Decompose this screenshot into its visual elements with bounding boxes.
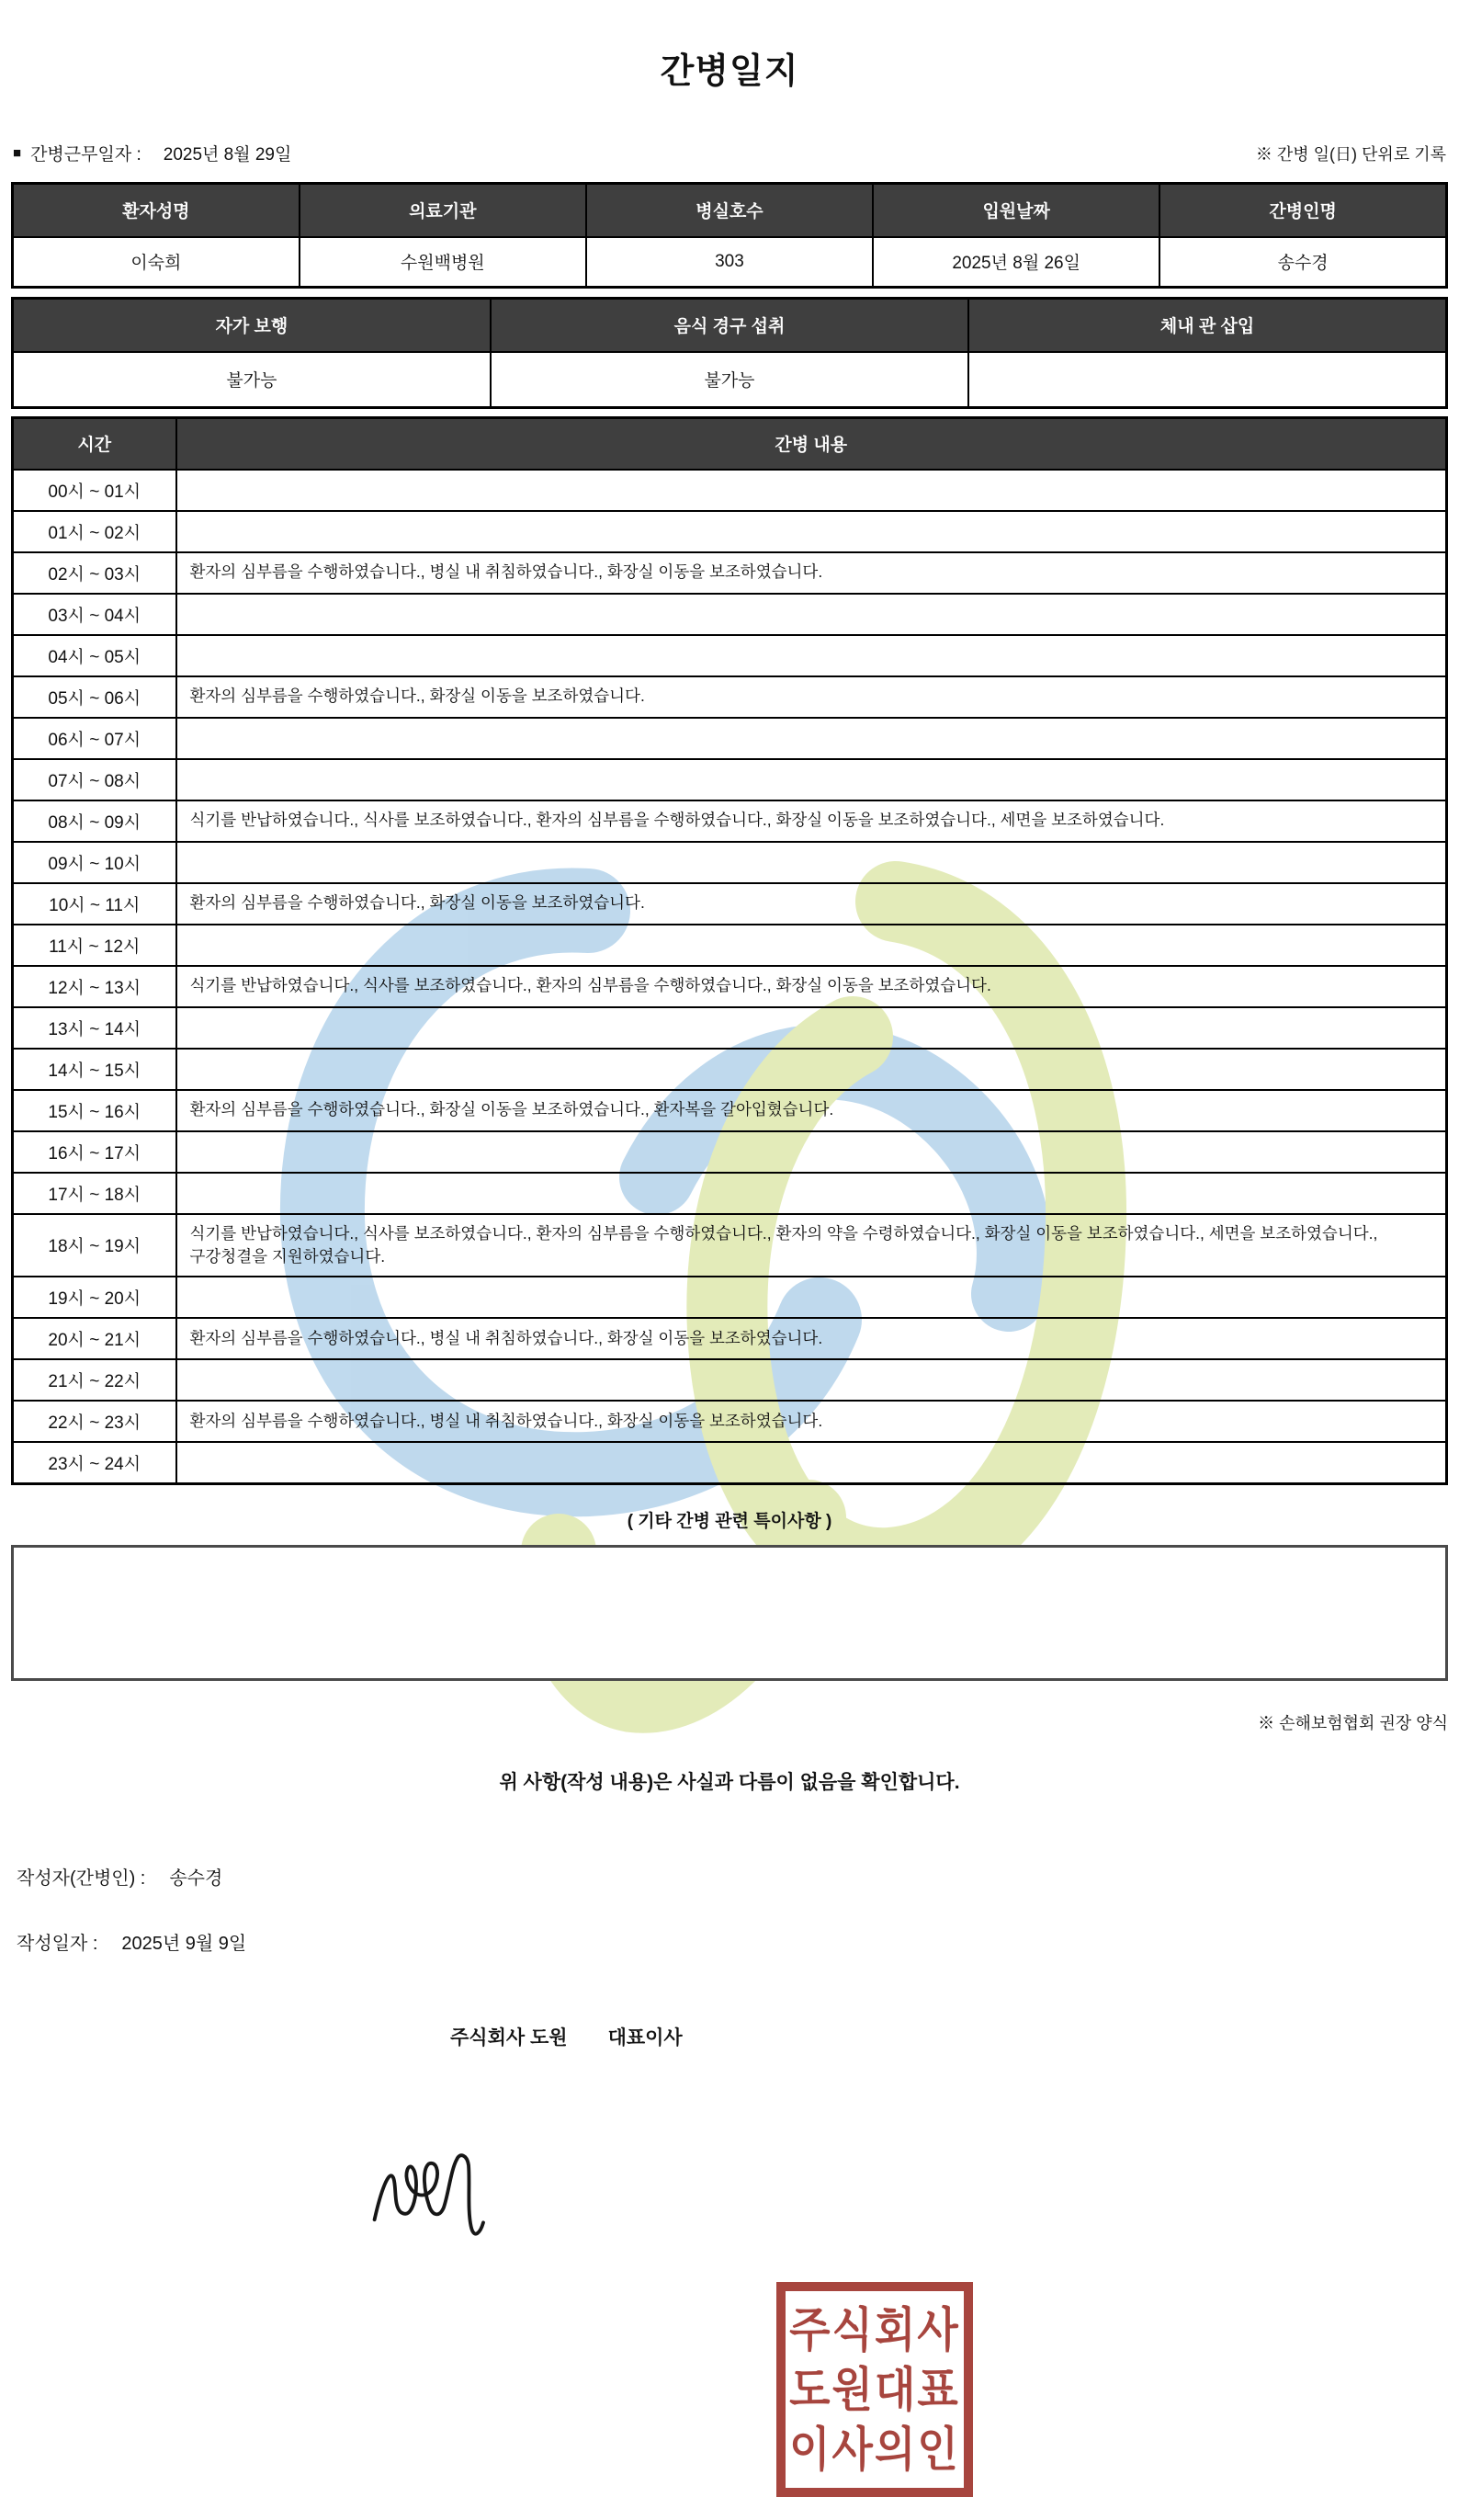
- time-cell: 21시 ~ 22시: [13, 1359, 176, 1401]
- time-cell: 13시 ~ 14시: [13, 1007, 176, 1049]
- stamp-line-2: 도원대표: [789, 2362, 960, 2417]
- written-date-line: [17, 1928, 1448, 1955]
- stamp-line-1: 주식회사: [789, 2302, 960, 2357]
- log-row-22: [13, 1401, 1447, 1442]
- company-name: 주식회사 도원: [450, 2027, 568, 2049]
- time-cell: 00시 ~ 01시: [13, 470, 176, 511]
- care-content-cell: [176, 1442, 1447, 1484]
- work-date-line: [13, 141, 291, 165]
- time-cell: 18시 ~ 19시: [13, 1214, 176, 1277]
- work-date-value: 2025년 8월 29일: [163, 145, 292, 165]
- care-content-cell: 환자의 심부름을 수행하였습니다., 병실 내 취침하였습니다., 화장실 이동을 보조하였습니다.: [176, 1401, 1447, 1442]
- time-cell: 14시 ~ 15시: [13, 1049, 176, 1090]
- log-row-04: [13, 635, 1447, 676]
- header-caregiver-name: 간병인명: [1159, 184, 1446, 237]
- value-self-walking: 불가능: [13, 352, 491, 408]
- log-row-07: [13, 759, 1447, 800]
- time-cell: 05시 ~ 06시: [13, 676, 176, 718]
- time-cell: 04시 ~ 05시: [13, 635, 176, 676]
- special-notes-box: [11, 1545, 1448, 1681]
- header-tube-insertion: 체내 관 삽입: [968, 299, 1446, 352]
- time-cell: 19시 ~ 20시: [13, 1277, 176, 1318]
- log-row-21: [13, 1359, 1447, 1401]
- writer-label: 작성자(간병인) :: [17, 1868, 146, 1890]
- care-content-cell: [176, 1049, 1447, 1090]
- time-cell: 09시 ~ 10시: [13, 842, 176, 883]
- value-tube-insertion: [968, 352, 1446, 408]
- care-content-cell: [176, 470, 1447, 511]
- value-caregiver-name: 송수경: [1159, 237, 1446, 288]
- time-cell: 08시 ~ 09시: [13, 800, 176, 842]
- time-cell: 22시 ~ 23시: [13, 1401, 176, 1442]
- log-row-20: [13, 1318, 1447, 1359]
- log-row-15: [13, 1090, 1447, 1131]
- time-cell: 03시 ~ 04시: [13, 594, 176, 635]
- time-cell: 06시 ~ 07시: [13, 718, 176, 759]
- recommended-form-note: ※ 손해보험협회 권장 양식: [1258, 1714, 1448, 1733]
- stamp-line-3: 이사의인: [789, 2422, 960, 2477]
- time-cell: 12시 ~ 13시: [13, 966, 176, 1007]
- company-line: [450, 2023, 1448, 2050]
- time-cell: 17시 ~ 18시: [13, 1173, 176, 1214]
- log-row-09: [13, 842, 1447, 883]
- log-row-10: [13, 883, 1447, 925]
- header-medical-institution: 의료기관: [300, 184, 586, 237]
- care-content-cell: [176, 842, 1447, 883]
- time-cell: 23시 ~ 24시: [13, 1442, 176, 1484]
- patient-value-row: [13, 237, 1447, 288]
- time-cell: 11시 ~ 12시: [13, 925, 176, 966]
- status-value-row: [13, 352, 1447, 408]
- log-header-row: [13, 418, 1447, 470]
- care-content-cell: 환자의 심부름을 수행하였습니다., 화장실 이동을 보조하였습니다., 환자복을 갈아입혔습니다.: [176, 1090, 1447, 1131]
- log-row-02: [13, 552, 1447, 594]
- header-care-content: 간병 내용: [176, 418, 1447, 470]
- care-log-document: [0, 42, 1459, 2520]
- value-admission-date: 2025년 8월 26일: [873, 237, 1159, 288]
- time-cell: 15시 ~ 16시: [13, 1090, 176, 1131]
- log-row-14: [13, 1049, 1447, 1090]
- time-cell: 07시 ~ 08시: [13, 759, 176, 800]
- log-row-05: [13, 676, 1447, 718]
- company-role: 대표이사: [607, 2027, 683, 2049]
- value-room-number: 303: [586, 237, 873, 288]
- patient-status-table: [11, 297, 1448, 409]
- care-content-cell: [176, 511, 1447, 552]
- care-content-cell: [176, 925, 1447, 966]
- log-row-03: [13, 594, 1447, 635]
- header-self-walking: 자가 보행: [13, 299, 491, 352]
- page-title: 간병일지: [660, 52, 799, 91]
- special-notes-title: ( 기타 간병 관련 특이사항 ): [627, 1512, 832, 1532]
- log-row-08: [13, 800, 1447, 842]
- log-row-16: [13, 1131, 1447, 1173]
- writer-name: 송수경: [169, 1868, 223, 1890]
- header-patient-name: 환자성명: [13, 184, 300, 237]
- time-cell: 16시 ~ 17시: [13, 1131, 176, 1173]
- work-date-label: 간병근무일자 :: [30, 145, 141, 165]
- care-content-cell: [176, 594, 1447, 635]
- care-content-cell: 식기를 반납하였습니다., 식사를 보조하였습니다., 환자의 심부름을 수행하였습니다., 화장실 이동을 보조하였습니다., 세면을 보조하였습니다.: [176, 800, 1447, 842]
- time-cell: 10시 ~ 11시: [13, 883, 176, 925]
- unit-note: ※ 간병 일(日) 단위로 기록: [1255, 145, 1446, 164]
- care-content-cell: 환자의 심부름을 수행하였습니다., 화장실 이동을 보조하였습니다.: [176, 676, 1447, 718]
- log-row-00: [13, 470, 1447, 511]
- care-content-cell: 식기를 반납하였습니다., 식사를 보조하였습니다., 환자의 심부름을 수행하였습니다., 환자의 약을 수령하였습니다., 화장실 이동을 보조하였습니다., 세면을 보조하였습니다., 구강청결을 지원하였습니다.: [176, 1214, 1447, 1277]
- log-row-18: [13, 1214, 1447, 1277]
- written-date-label: 작성일자 :: [17, 1934, 98, 1955]
- hourly-care-log-table: [11, 416, 1448, 1485]
- written-date-value: 2025년 9월 9일: [121, 1934, 247, 1955]
- header-admission-date: 입원날짜: [873, 184, 1159, 237]
- meta-row: [13, 141, 1446, 165]
- status-header-row: [13, 299, 1447, 352]
- value-medical-institution: 수원백병원: [300, 237, 586, 288]
- care-content-cell: [176, 1359, 1447, 1401]
- log-row-06: [13, 718, 1447, 759]
- patient-header-row: [13, 184, 1447, 237]
- log-row-01: [13, 511, 1447, 552]
- value-patient-name: 이숙희: [13, 237, 300, 288]
- bullet-square-icon: ■: [13, 145, 22, 161]
- handwritten-signature: [366, 2143, 513, 2253]
- care-content-cell: 환자의 심부름을 수행하였습니다., 화장실 이동을 보조하였습니다.: [176, 883, 1447, 925]
- log-row-19: [13, 1277, 1447, 1318]
- care-content-cell: [176, 635, 1447, 676]
- care-content-cell: [176, 718, 1447, 759]
- care-content-cell: [176, 759, 1447, 800]
- writer-line: [17, 1863, 1448, 1890]
- care-content-cell: 식기를 반납하였습니다., 식사를 보조하였습니다., 환자의 심부름을 수행하였습니다., 화장실 이동을 보조하였습니다.: [176, 966, 1447, 1007]
- care-content-cell: [176, 1007, 1447, 1049]
- log-row-11: [13, 925, 1447, 966]
- header-time: 시간: [13, 418, 176, 470]
- log-row-12: [13, 966, 1447, 1007]
- log-row-23: [13, 1442, 1447, 1484]
- confirmation-statement: 위 사항(작성 내용)은 사실과 다름이 없음을 확인합니다.: [499, 1772, 960, 1794]
- care-content-cell: 환자의 심부름을 수행하였습니다., 병실 내 취침하였습니다., 화장실 이동을 보조하였습니다.: [176, 552, 1447, 594]
- log-row-13: [13, 1007, 1447, 1049]
- care-content-cell: [176, 1131, 1447, 1173]
- time-cell: 01시 ~ 02시: [13, 511, 176, 552]
- corporate-seal-stamp: [776, 2282, 973, 2497]
- log-row-17: [13, 1173, 1447, 1214]
- header-room-number: 병실호수: [586, 184, 873, 237]
- patient-info-table: [11, 182, 1448, 289]
- header-oral-intake: 음식 경구 섭취: [491, 299, 968, 352]
- value-oral-intake: 불가능: [491, 352, 968, 408]
- care-content-cell: 환자의 심부름을 수행하였습니다., 병실 내 취침하였습니다., 화장실 이동을 보조하였습니다.: [176, 1318, 1447, 1359]
- time-cell: 02시 ~ 03시: [13, 552, 176, 594]
- care-content-cell: [176, 1277, 1447, 1318]
- care-content-cell: [176, 1173, 1447, 1214]
- time-cell: 20시 ~ 21시: [13, 1318, 176, 1359]
